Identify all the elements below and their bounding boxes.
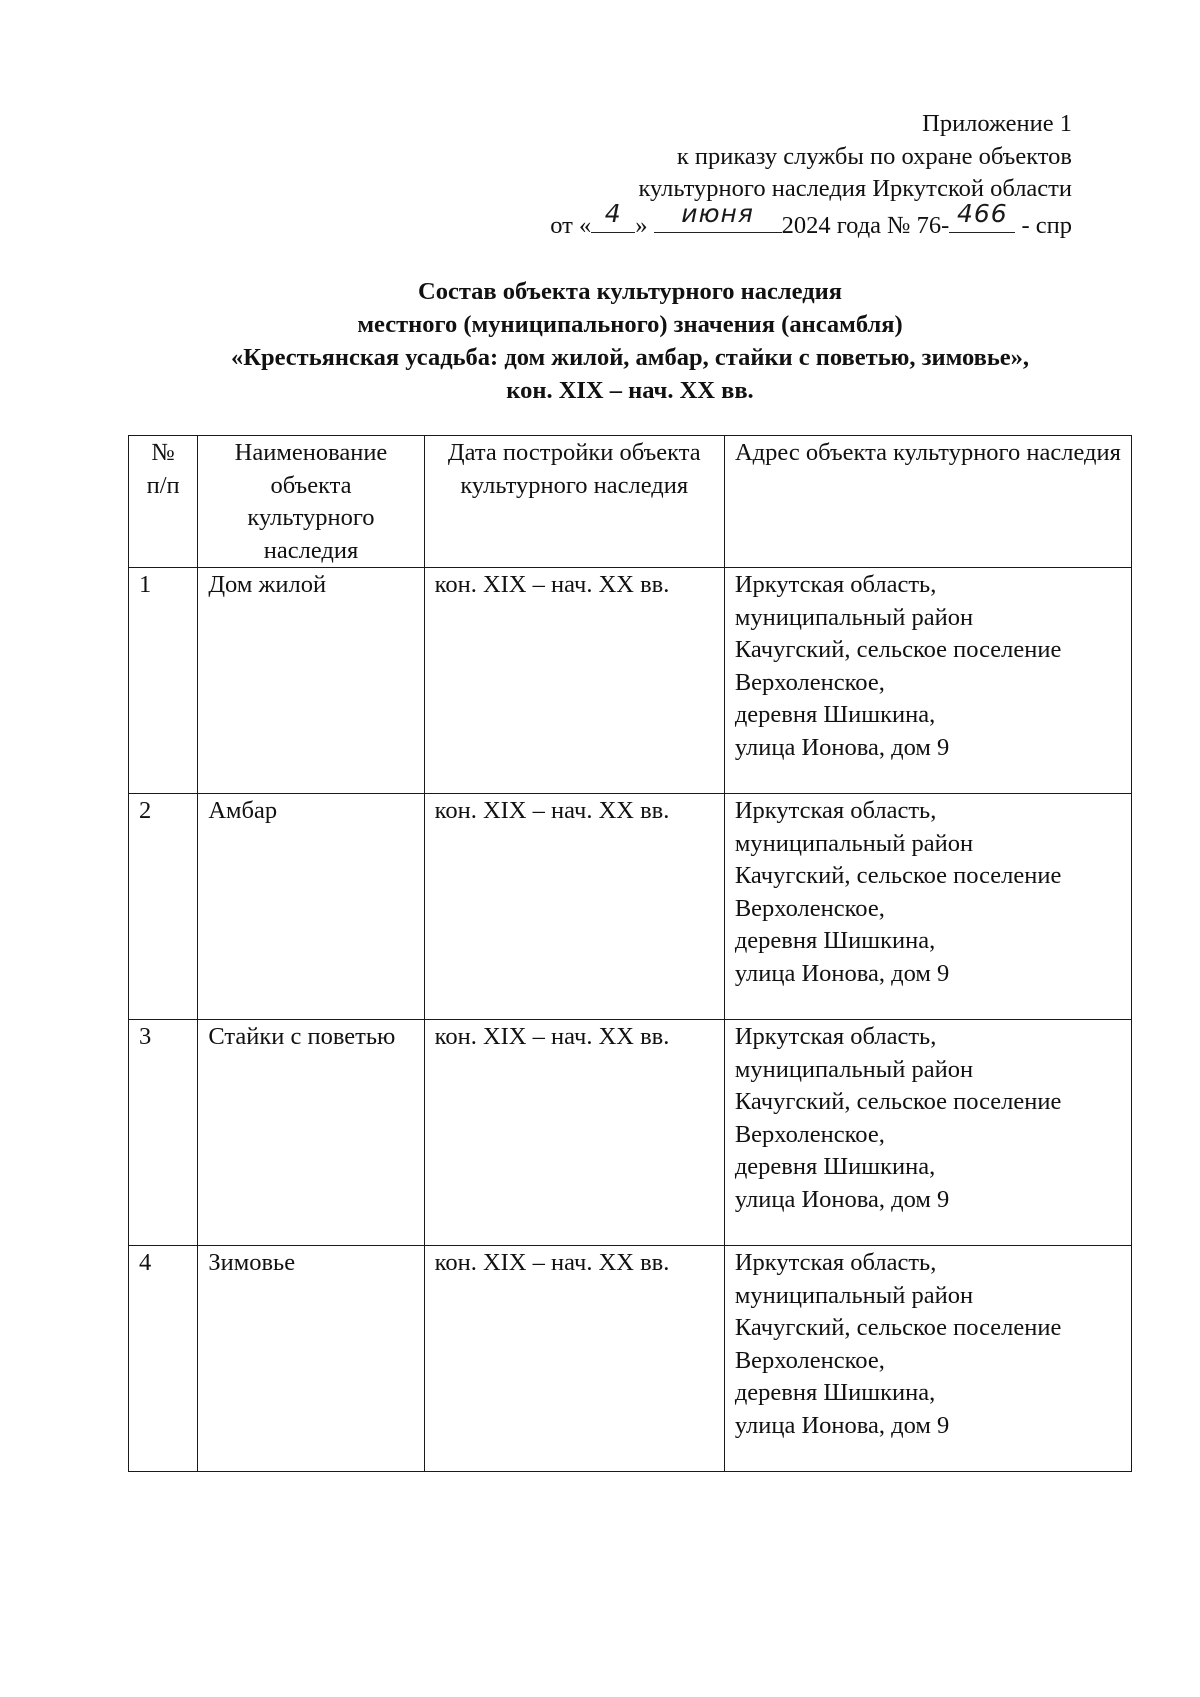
address-line: муниципальный район: [734, 1281, 974, 1309]
address-line: Качугский, сельское поселение: [734, 636, 1062, 663]
address-line: Верхоленское,: [734, 1120, 885, 1148]
document-title: [130, 275, 1130, 407]
row-date: кон. XIX – нач. XX вв.: [424, 794, 724, 1020]
row-address: [724, 794, 1131, 1020]
address-line: Качугский, сельское поселение: [734, 1088, 1062, 1115]
address-line: Иркутская область,: [734, 571, 937, 598]
year-text: 2024 года № 76-: [781, 211, 950, 239]
table-row: [129, 1246, 1132, 1472]
table-row: [129, 568, 1132, 794]
row-name: Амбар: [198, 794, 424, 1020]
address-line: Верхоленское,: [734, 668, 885, 696]
handwritten-day: 4: [604, 198, 622, 228]
appendix-date-number: [550, 198, 1072, 243]
address-line: улица Ионова, дом 9: [734, 1411, 950, 1439]
address-line: Иркутская область,: [734, 797, 937, 824]
header-address: Адрес объекта культурного наследия: [724, 436, 1131, 568]
number-suffix: - спр: [1015, 211, 1072, 239]
address-line: улица Ионова, дом 9: [734, 1185, 950, 1213]
appendix-title: Приложение 1: [922, 110, 1072, 137]
table-row: [129, 1020, 1132, 1246]
title-line-2: местного (муниципального) значения (ансамбля): [357, 311, 903, 338]
handwritten-month: июня: [681, 198, 754, 228]
appendix-authority: культурного наследия Иркутской области: [638, 175, 1072, 202]
title-line-1: Состав объекта культурного наследия: [418, 278, 842, 305]
title-line-3: «Крестьянская усадьба: дом жилой, амбар, стайки с поветью, зимовье»,: [230, 344, 1030, 371]
header-name: Наименование объекта культурного наследия: [198, 436, 424, 568]
row-name: Дом жилой: [198, 568, 424, 794]
row-number: 3: [129, 1020, 198, 1246]
address-line: Качугский, сельское поселение: [734, 1314, 1062, 1341]
table-header-row: [129, 436, 1132, 568]
row-date: кон. XIX – нач. XX вв.: [424, 568, 724, 794]
row-number: 4: [129, 1246, 198, 1472]
address-line: улица Ионова, дом 9: [734, 733, 950, 761]
table-row: [129, 794, 1132, 1020]
row-name: Зимовье: [198, 1246, 424, 1472]
address-line: Иркутская область,: [734, 1249, 937, 1276]
row-address: [724, 568, 1131, 794]
address-line: Верхоленское,: [734, 894, 885, 922]
row-address: [724, 1246, 1131, 1472]
header-date: Дата постройки объекта культурного наследия: [424, 436, 724, 568]
heritage-objects-table: [128, 435, 1132, 1472]
table-body: [129, 568, 1132, 1472]
row-date: кон. XIX – нач. XX вв.: [424, 1246, 724, 1472]
address-line: Качугский, сельское поселение: [734, 862, 1062, 889]
address-line: муниципальный район: [734, 603, 974, 631]
address-line: муниципальный район: [734, 1055, 974, 1083]
row-number: 1: [129, 568, 198, 794]
row-name: Стайки с поветью: [198, 1020, 424, 1246]
date-prefix: от «: [550, 211, 592, 239]
title-line-4: кон. XIX – нач. XX вв.: [506, 377, 754, 404]
address-line: Верхоленское,: [734, 1346, 885, 1374]
month-blank: [654, 198, 782, 233]
handwritten-number: 466: [956, 198, 1008, 228]
address-line: Иркутская область,: [734, 1023, 937, 1050]
header-number: № п/п: [129, 436, 198, 568]
appendix-order-ref: к приказу службы по охране объектов: [676, 142, 1072, 170]
number-blank: [949, 198, 1015, 233]
day-blank: [591, 198, 635, 233]
address-line: улица Ионова, дом 9: [734, 959, 950, 987]
address-line: деревня Шишкина,: [734, 701, 936, 728]
row-number: 2: [129, 794, 198, 1020]
row-address: [724, 1020, 1131, 1246]
address-line: деревня Шишкина,: [734, 927, 936, 954]
row-date: кон. XIX – нач. XX вв.: [424, 1020, 724, 1246]
address-line: муниципальный район: [734, 829, 974, 857]
quote-close: »: [635, 211, 648, 239]
appendix-header: [550, 108, 1072, 242]
address-line: деревня Шишкина,: [734, 1153, 936, 1180]
address-line: деревня Шишкина,: [734, 1379, 936, 1406]
